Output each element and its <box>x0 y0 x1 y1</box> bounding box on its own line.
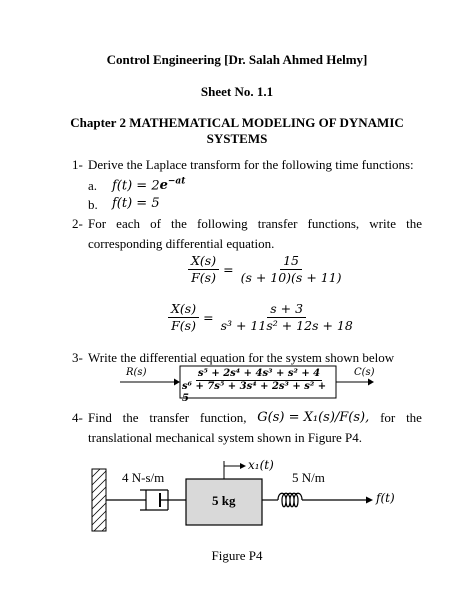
q2-equation-1: $\frac{X(s)}{F(s)}$ = $\frac{15}{(s + 10)(s + 11)}$ <box>188 254 345 285</box>
q4-word: transfer <box>149 410 190 425</box>
q1-part-b-label: b. <box>88 197 98 212</box>
input-label: R(s) <box>126 367 147 378</box>
q4-text-line1 <box>88 410 422 426</box>
q4-word: the <box>406 410 422 425</box>
q1-number: 1- <box>72 157 83 172</box>
q2-word: following <box>197 216 248 231</box>
block-fraction <box>182 368 336 405</box>
force-label: f(t) <box>376 491 395 505</box>
output-label: C(s) <box>354 367 375 378</box>
q2-text-line2: corresponding differential equation. <box>88 236 275 251</box>
damper <box>106 490 186 510</box>
q4-word: for <box>380 410 396 425</box>
mass-label: 5 kg <box>212 493 236 508</box>
q2-word: the <box>171 216 187 231</box>
q4-word: Find <box>88 410 112 425</box>
displacement-label: x₁(t) <box>248 458 274 472</box>
damper-label: 4 N-s/m <box>122 470 165 485</box>
q2-text-line1 <box>88 216 422 232</box>
q2-word: functions, <box>307 216 360 231</box>
q3-text: Write the differential equation for the system shown below <box>88 350 395 365</box>
q2-word: of <box>150 216 161 231</box>
figure-caption: Figure P4 <box>211 548 263 563</box>
eq1-lhs-fraction: $\frac{X(s)}{F(s)}$ <box>188 254 219 285</box>
spring <box>278 493 302 507</box>
eq1-rhs-fraction: $\frac{15}{(s + 10)(s + 11)}$ <box>240 253 342 285</box>
eq2-rhs-fraction: $\frac{s + 3}{\text{s³ + 11s² + 12s + 18}}$ <box>220 301 353 333</box>
q2-word: write <box>369 216 396 231</box>
q2-word: each <box>116 216 140 231</box>
chapter-title-line2: SYSTEMS <box>206 131 268 146</box>
q4-word: the <box>122 410 139 425</box>
input-arrowhead <box>174 379 180 386</box>
q1-a-exp-base: e <box>159 178 168 194</box>
q2-word: For <box>88 216 107 231</box>
sheet-number: Sheet No. 1.1 <box>200 84 274 99</box>
q4-text-line2: translational mechanical system shown in Figure P4. <box>88 430 363 445</box>
output-arrowhead <box>368 379 374 386</box>
displacement-arrow <box>224 461 240 479</box>
force-arrowhead <box>366 497 373 504</box>
chapter-title-line1: Chapter 2 MATHEMATICAL MODELING OF DYNAMIC <box>70 115 404 130</box>
spring-label: 5 N/m <box>292 470 325 485</box>
block-denominator: s⁶ + 7s⁵ + 3s⁴ + 2s³ + s² + 5 <box>182 381 327 404</box>
q1-part-a-expression <box>112 177 185 193</box>
q2-word: the <box>406 216 422 231</box>
block-numerator: s⁵ + 2s⁴ + 4s³ + s² + 4 <box>197 368 321 379</box>
eq2-lhs-fraction: $\frac{X(s)}{F(s)}$ <box>168 302 199 333</box>
displacement-arrowhead <box>240 463 246 469</box>
q4-transfer-function: G(s) = X₁(s)/F(s), <box>257 410 370 425</box>
course-title: Control Engineering [Dr. Salah Ahmed Helmy] <box>106 52 368 67</box>
q1-a-lhs: f(t) = 2 <box>112 178 160 194</box>
q1-text: Derive the Laplace transform for the following time functions: <box>88 157 414 172</box>
q1-a-exp-sup: −at <box>167 177 186 187</box>
q2-number: 2- <box>72 216 83 231</box>
q2-equation-2: $\frac{X(s)}{F(s)}$ = $\frac{s + 3}{\text{s³ + 11s² + 12s + 18}}$ <box>168 302 356 333</box>
q1-part-b-expression: f(t) = 5 <box>112 196 160 211</box>
q4-word: function, <box>199 410 247 425</box>
q1-part-a-label: a. <box>88 178 98 193</box>
q3-number: 3- <box>72 350 83 365</box>
q4-number: 4- <box>72 410 83 425</box>
q2-word: transfer <box>257 216 298 231</box>
